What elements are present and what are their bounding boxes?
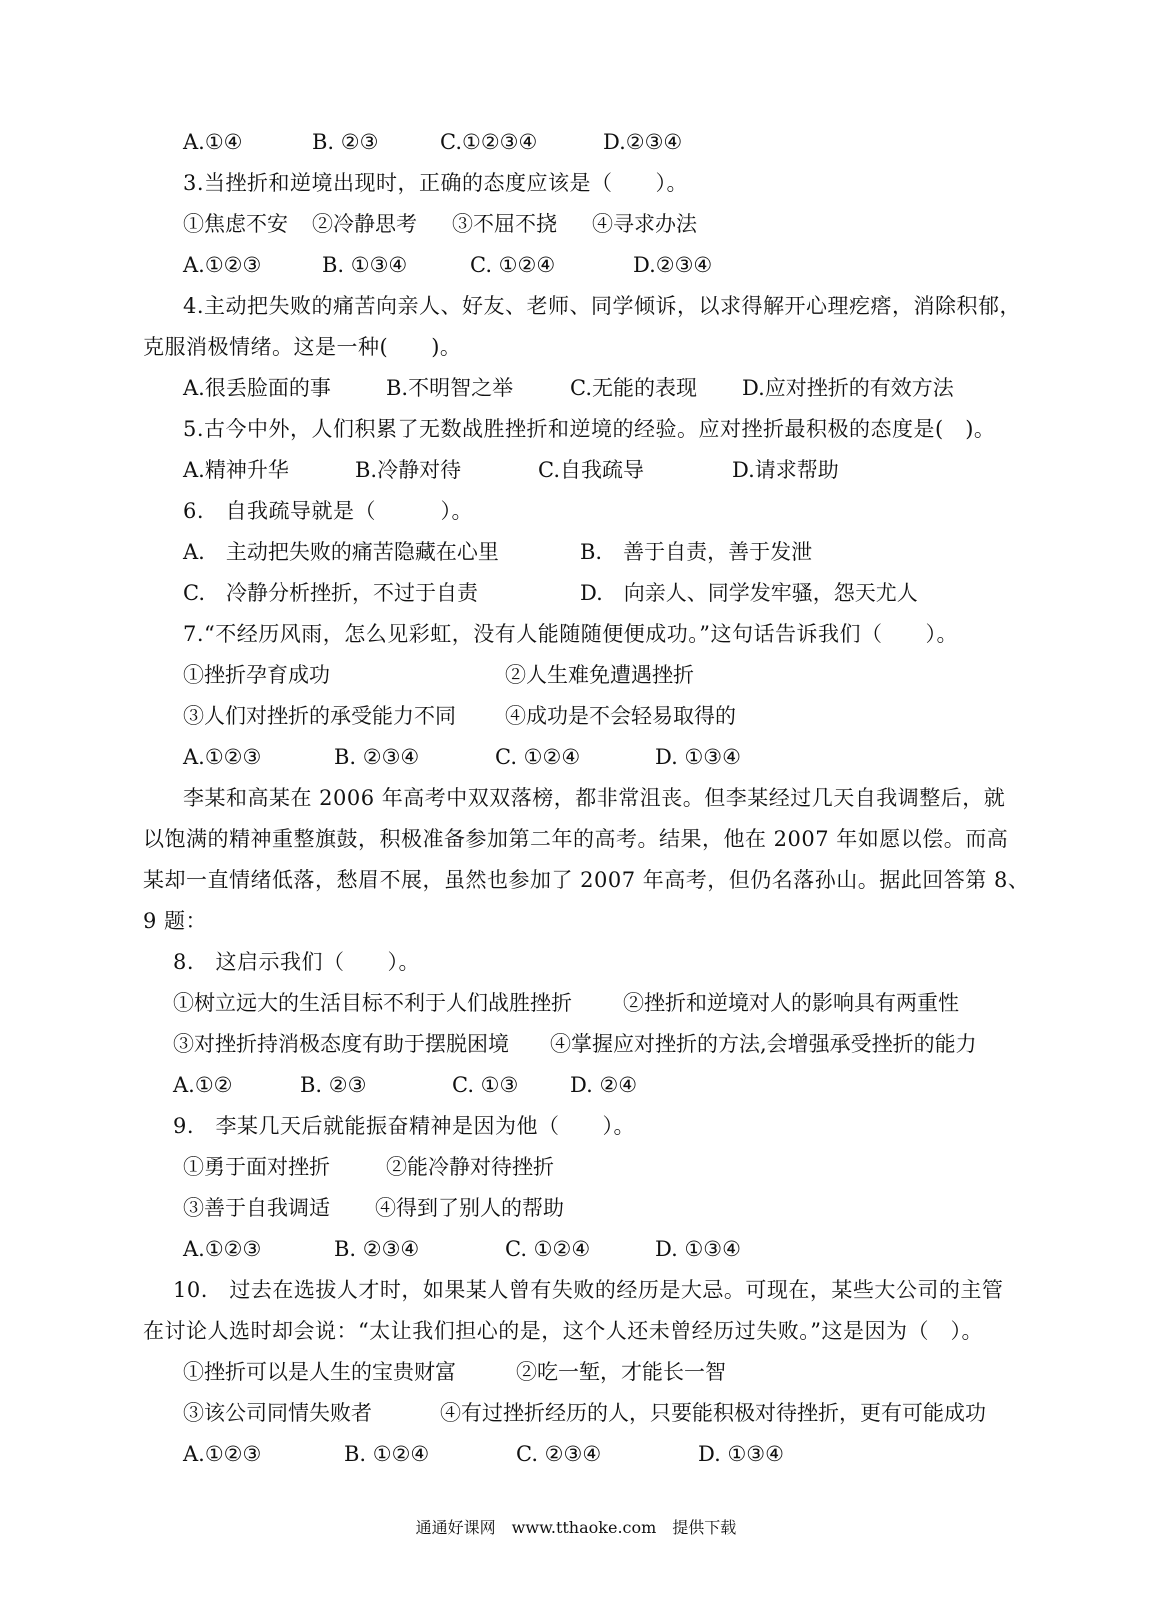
option-b: B.不明智之举 (386, 376, 514, 400)
item-3: ③善于自我调适 (183, 1196, 330, 1220)
item-4: ④得到了别人的帮助 (375, 1196, 564, 1220)
option-d: D. 向亲人、同学发牢骚，怨天尤人 (580, 581, 918, 605)
option-c: C.无能的表现 (570, 376, 697, 400)
item-1: ①挫折可以是人生的宝贵财富 (183, 1360, 456, 1384)
option-d: D. ②④ (570, 1073, 638, 1097)
option-a: A.精神升华 (183, 458, 289, 482)
option-c: C.①②③④ (440, 130, 538, 154)
option-d: D. ①③④ (655, 1237, 741, 1261)
item-4: ④成功是不会轻易取得的 (505, 704, 736, 728)
item-3: ③对挫折持消极态度有助于摆脱困境 (173, 1032, 509, 1056)
item-4: ④有过挫折经历的人，只要能积极对待挫折，更有可能成功 (440, 1401, 986, 1425)
question-8: 8. 这启示我们（ ）。 (173, 950, 421, 974)
question-4-line-2: 克服消极情绪。这是一种( )。 (143, 335, 462, 359)
page-footer: 通通好课网 www.tthaoke.com 提供下载 (415, 1518, 737, 1537)
option-b: B. ①③④ (322, 253, 408, 277)
item-4: ④寻求办法 (592, 212, 697, 236)
item-2: ②能冷静对待挫折 (386, 1155, 554, 1179)
option-a: A.①②③ (183, 1442, 262, 1466)
item-1: ①挫折孕育成功 (183, 663, 330, 687)
item-3: ③人们对挫折的承受能力不同 (183, 704, 456, 728)
option-a: A.①②③ (183, 253, 262, 277)
question-5: 5.古今中外，人们积累了无数战胜挫折和逆境的经验。应对挫折最积极的态度是( )。 (183, 417, 996, 441)
option-a: A.很丢脸面的事 (183, 376, 331, 400)
question-10-line-1: 10. 过去在选拔人才时，如果某人曾有失败的经历是大忌。可现在，某些大公司的主管 (173, 1278, 1004, 1302)
item-2: ②吃一堑，才能长一智 (516, 1360, 726, 1384)
option-d: D. ①③④ (698, 1442, 784, 1466)
item-2: ②冷静思考 (312, 212, 417, 236)
question-3: 3.当挫折和逆境出现时，正确的态度应该是（ ）。 (183, 171, 689, 195)
question-6: 6. 自我疏导就是（ ）。 (183, 499, 474, 523)
item-1: ①焦虑不安 (183, 212, 288, 236)
option-b: B. 善于自责，善于发泄 (580, 540, 813, 564)
option-a: A.①②③ (183, 1237, 262, 1261)
item-1: ①树立远大的生活目标不利于人们战胜挫折 (173, 991, 572, 1015)
option-a: A.①④ (183, 130, 243, 154)
passage-line-3: 某却一直情绪低落，愁眉不展，虽然也参加了 2007 年高考，但仍名落孙山。据此回答第 8、 (143, 868, 1030, 892)
option-c: C. ②③④ (516, 1442, 602, 1466)
option-a: A.①②③ (183, 745, 262, 769)
item-4: ④掌握应对挫折的方法,会增强承受挫折的能力 (550, 1032, 977, 1056)
option-c: C. ①②④ (470, 253, 556, 277)
question-9: 9. 李某几天后就能振奋精神是因为他（ ）。 (173, 1114, 636, 1138)
passage-line-1: 李某和高某在 2006 年高考中双双落榜，都非常沮丧。但李某经过几天自我调整后，就 (183, 786, 1006, 810)
option-d: D. ①③④ (655, 745, 741, 769)
passage-line-4: 9 题： (143, 909, 208, 933)
option-b: B. ②③ (300, 1073, 367, 1097)
option-b: B. ②③④ (334, 1237, 420, 1261)
option-c: C. ①②④ (505, 1237, 591, 1261)
option-b: B. ②③ (312, 130, 379, 154)
option-d: D.②③④ (603, 130, 683, 154)
item-2: ②挫折和逆境对人的影响具有两重性 (623, 991, 959, 1015)
item-3: ③不屈不挠 (452, 212, 557, 236)
question-4-line-1: 4.主动把失败的痛苦向亲人、好友、老师、同学倾诉，以求得解开心理疙瘩，消除积郁， (183, 294, 1022, 318)
option-c: C. ①②④ (495, 745, 581, 769)
option-a: A.①② (173, 1073, 233, 1097)
option-c: C. 冷静分析挫折，不过于自责 (183, 581, 478, 605)
option-c: C. ①③ (452, 1073, 519, 1097)
option-d: D.请求帮助 (732, 458, 839, 482)
option-b: B. ①②④ (344, 1442, 430, 1466)
question-7: 7.“不经历风雨，怎么见彩虹，没有人能随随便便成功。”这句话告诉我们（ ）。 (183, 622, 959, 646)
option-d: D.应对挫折的有效方法 (742, 376, 954, 400)
option-d: D.②③④ (633, 253, 713, 277)
item-2: ②人生难免遭遇挫折 (505, 663, 694, 687)
option-c: C.自我疏导 (538, 458, 644, 482)
option-b: B.冷静对待 (355, 458, 462, 482)
question-10-line-2: 在讨论人选时却会说：“太让我们担心的是，这个人还未曾经历过失败。”这是因为（ ）。 (143, 1319, 983, 1343)
passage-line-2: 以饱满的精神重整旗鼓，积极准备参加第二年的高考。结果，他在 2007 年如愿以偿。而高 (143, 827, 1009, 851)
option-a: A. 主动把失败的痛苦隐藏在心里 (183, 540, 499, 564)
item-1: ①勇于面对挫折 (183, 1155, 330, 1179)
option-b: B. ②③④ (334, 745, 420, 769)
item-3: ③该公司同情失败者 (183, 1401, 372, 1425)
